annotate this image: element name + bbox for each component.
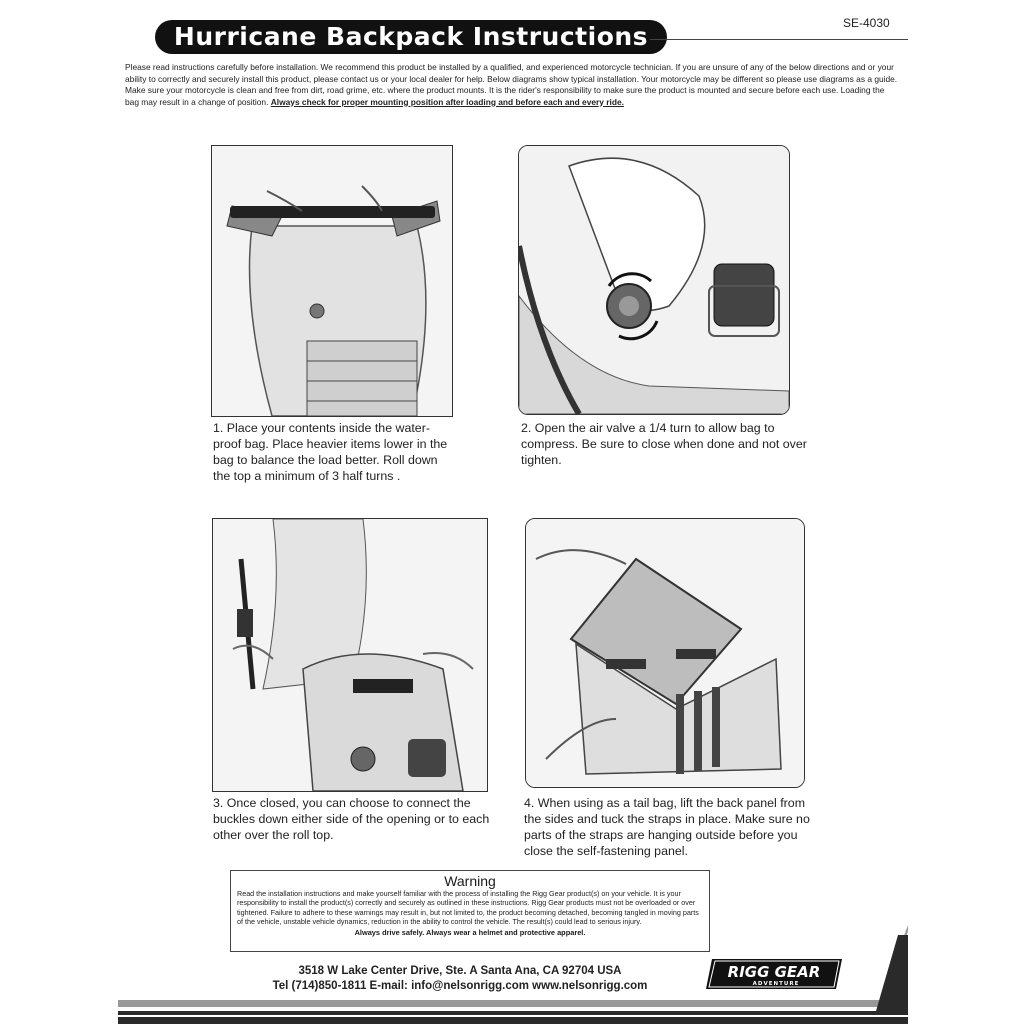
- step-2-drawing: [519, 146, 789, 414]
- step-2-text: 2. Open the air valve a 1/4 turn to allow bag to compress. Be sure to close when done and not over tighten.: [521, 421, 807, 467]
- warning-body: Read the installation instructions and make yourself familiar with the process of installing the Rigg Gear product(s) on your vehicle. It is your responsibility to install the product(s) correctly and securely as outlined in these instructions. Rigg Gear products must not be overloaded or over tightened. Failure to adhere to these warnings may result in, but not limited to, the product becoming detached, becoming tangled in moving parts of the vehicle, unstable vehicle dynamics, reduction in the ability to control the vehicle. The result(s) could lead to serious injury.: [237, 889, 699, 927]
- logo-sub-text: ADVENTURE: [752, 981, 800, 987]
- warning-safety-note: Always drive safely. Always wear a helmet and protective apparel.: [354, 927, 586, 937]
- logo-main-text: RIGG GEAR: [727, 963, 821, 981]
- step-2-illustration: [518, 145, 790, 415]
- intro-paragraph: [125, 62, 900, 108]
- step-1-illustration: [211, 145, 453, 417]
- step-4-illustration: [525, 518, 805, 788]
- warning-box: [230, 870, 710, 952]
- title-rule: [650, 39, 908, 40]
- warning-title: Warning: [444, 873, 496, 889]
- company-address-block: [240, 964, 680, 994]
- rigg-gear-logo: [706, 958, 842, 990]
- step-3-text: 3. Once closed, you can choose to connect the buckles down either side of the opening or to each other over the roll top.: [213, 796, 490, 842]
- step-3-illustration: [212, 518, 488, 792]
- step-1-drawing: [212, 146, 452, 416]
- document-code: SE-4030: [843, 16, 890, 30]
- intro-text: Please read instructions carefully before installation. We recommend this product be installed by a qualified, and experienced motorcycle technician. If you are unsure of any of the below directions and or your ability to correctly and securely install this product, please contact us or your local dealer for help. Below diagrams show typical installation. Your motorcycle may be different so please use diagrams as a guide. Make sure your motorcycle is clean and free from dirt, road grime, etc. where the product mounts. It is the rider's responsibility to make sure the product is mounted and secure before each use. Loading the bag may result in a change of position.: [125, 62, 898, 107]
- page-title: Hurricane Backpack Instructions: [173, 22, 649, 51]
- step-4-drawing: [526, 519, 804, 787]
- step-1-text: 1. Place your contents inside the water-proof bag. Place heavier items lower in the bag to balance the load better. Roll down the top a minimum of 3 half turns .: [213, 421, 448, 483]
- company-contact: Tel (714)850-1811 E-mail: info@nelsonrigg.com www.nelsonrigg.com: [272, 980, 648, 992]
- step-4-text: 4. When using as a tail bag, lift the back panel from the sides and tuck the straps in place. Make sure no parts of the straps are hanging outside before you close the self-fastening panel.: [524, 796, 810, 858]
- company-address: 3518 W Lake Center Drive, Ste. A Santa Ana, CA 92704 USA: [298, 965, 622, 977]
- title-bar: [155, 20, 667, 54]
- intro-emphasis: Always check for proper mounting position after loading and before each and every ride.: [270, 96, 624, 107]
- step-3-drawing: [213, 519, 487, 791]
